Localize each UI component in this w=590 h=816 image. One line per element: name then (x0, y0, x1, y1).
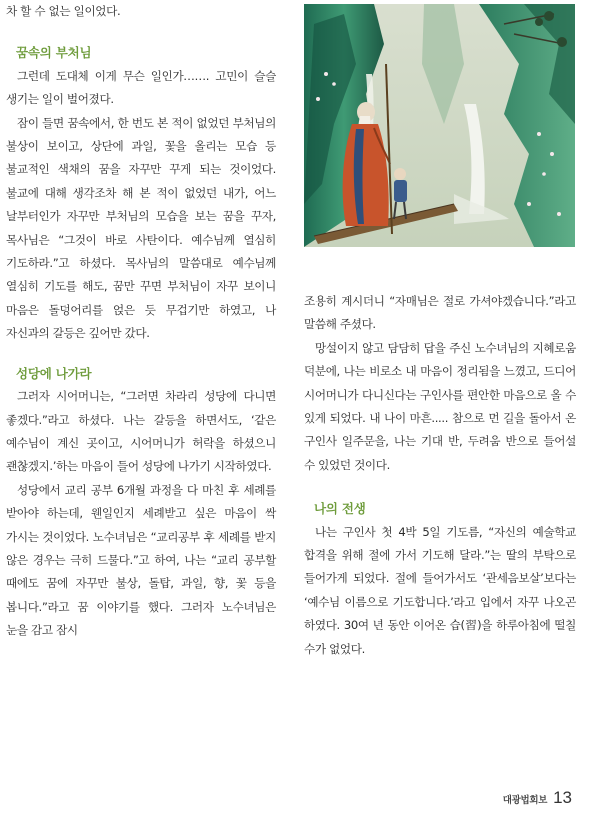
body-paragraph: 망설이지 않고 담담히 답을 주신 노수녀님의 지혜로움 덕분에, 나는 비로소 내 마음이 정리됨을 느꼈고, 드디어 시어머니가 다니신다는 구인사를 편안한 마음으로 올 수 있게 되었다. 내 나이 마흔..... 참으로 먼 길을 돌아서 온 구인사 일주문을, 나는 기대 반, 두려움 반으로 들어설 수 있었던 것이다. (304, 340, 576, 472)
body-paragraph: 그러자 시어머니는, “그러면 차라리 성당에 다니면 좋겠다.”라고 하셨다. 나는 갈등을 하면서도, ‘같은 예수님이 계신 곳이고, 시어머니가 허락을 하셨으니 괜찮겠지.’하는 마음이 들어 성당에 나가기 시작하였다. (6, 389, 276, 474)
right-column (304, 290, 576, 661)
page-number: 13 (553, 788, 572, 807)
section-heading-dream-buddha: 꿈속의 부처님 (16, 45, 92, 61)
section-heading-past-life: 나의 전생 (314, 501, 366, 517)
left-column (6, 0, 276, 643)
publication-name: 대광법회보 (502, 795, 548, 806)
body-paragraph: 그런데 도대체 이게 무슨 일인가……. 고민이 슬슬 생기는 일이 벌어졌다. (6, 68, 276, 107)
illustration-painting (304, 4, 575, 247)
body-paragraph: 성당에서 교리 공부 6개월 과정을 다 마친 후 세례를 받아야 하는데, 웬일인지 세례받고 싶은 마음이 싹 가시는 것이었다. 노수녀님은 “교리공부 후 세례를 받지 않은 경우는 극히 드물다.”고 하여, 나는 “교리 공부할 때에도 꿈에 자꾸만 불상, 돌탑, 과일, 향, 꽃 등을 봅니다.”라고 꿈 이야기를 했다. 그러자 노수녀님은 눈을 감고 잠시 (6, 482, 276, 638)
intro-text: 차 할 수 없는 일이었다. (6, 4, 121, 18)
landscape-painting-image (304, 4, 575, 247)
body-paragraph: 잠이 들면 꿈속에서, 한 번도 본 적이 없었던 부처님의 불상이 보이고, 상단에 과일, 꽃을 올리는 모습 등 불교적인 색채의 꿈을 자꾸만 꾸게 되는 것이었다. 불교에 대해 생각조차 해 본 적이 없었던 내가, 어느 날부터인가 자꾸만 부처님의 모습을 보는 꿈을 꾸자, 목사님은 “그것이 바로 사탄이다. 예수님께 열심히 기도하라.”고 하셨다. 목사님의 말씀대로 예수님께 열심히 기도를 해도, 꿈만 꾸면 부처님이 자꾸 보이니 마음은 돌덩어리를 얹은 듯 무겁기만 하였고, 나 자신과의 갈등은 깊어만 갔다. (6, 115, 276, 341)
body-paragraph: 나는 구인사 첫 4박 5일 기도름, “자신의 예술학교 합격을 위해 절에 가서 기도해 달라.”는 딸의 부탁으로 들어가게 되었다. 절에 들어가서도 ‘관세음보살’보다는 ‘예수님 이름으로 기도합니다.’라고 입에서 자꾸 나오곤 하였다. 30여 년 동안 이어온 습(習)을 하루아침에 떨칠 수가 없었다. (304, 524, 576, 656)
page-footer (503, 788, 572, 808)
body-paragraph: 조용히 계시더니 “자매님은 절로 가셔야겠습니다.”라고 말씀해 주셨다. (304, 294, 576, 332)
section-heading-go-to-cathedral: 성당에 나가라 (16, 365, 92, 381)
